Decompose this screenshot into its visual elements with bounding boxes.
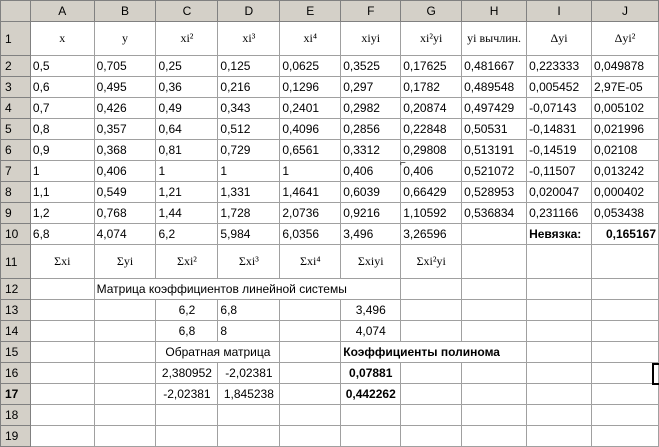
cell-h16[interactable] — [462, 363, 527, 384]
column-header-row — [1, 1, 659, 22]
cell-j18[interactable] — [592, 405, 659, 426]
cell-j6[interactable]: 0,02108 — [592, 140, 659, 161]
cell-g2[interactable]: 0,17625 — [401, 56, 462, 77]
table-row — [1, 363, 659, 384]
cell-j2[interactable]: 0,049878 — [592, 56, 659, 77]
cell-b3[interactable]: 0,495 — [94, 77, 156, 98]
cell-j16[interactable] — [592, 363, 659, 384]
cell-g13[interactable] — [401, 300, 462, 321]
cell-j4[interactable]: 0,005102 — [592, 98, 659, 119]
cell-a2[interactable]: 0,5 — [30, 56, 94, 77]
cell-h5[interactable]: 0,50531 — [462, 119, 527, 140]
cell-c7[interactable]: 1 — [156, 161, 218, 182]
cell-f3[interactable]: 0,297 — [341, 77, 401, 98]
cell-h3[interactable]: 0,489548 — [462, 77, 527, 98]
cell-c18[interactable] — [156, 405, 218, 426]
cell-i18[interactable] — [527, 405, 592, 426]
cell-a4[interactable]: 0,7 — [30, 98, 94, 119]
row-header-3[interactable]: 3 — [1, 77, 31, 98]
cell-b6[interactable]: 0,368 — [94, 140, 156, 161]
cell-g8[interactable]: 0,66429 — [401, 182, 462, 203]
row-header-5[interactable]: 5 — [1, 119, 31, 140]
cell-d7[interactable]: 1 — [218, 161, 280, 182]
cell-j13[interactable] — [592, 300, 659, 321]
cell-c4[interactable]: 0,49 — [156, 98, 218, 119]
cell-j10[interactable]: 0,165167 — [592, 224, 659, 245]
cell-i16[interactable] — [527, 363, 592, 384]
cell-i6[interactable]: -0,14519 — [527, 140, 592, 161]
column-header-b[interactable]: B — [94, 1, 156, 22]
cell-b11[interactable]: Σyi — [94, 245, 156, 279]
cell-e16[interactable] — [280, 363, 341, 384]
cell-e7[interactable]: 1 — [280, 161, 341, 182]
mouse-cursor-icon: ⌐ — [400, 158, 406, 169]
cell-e17[interactable] — [280, 384, 341, 405]
cell-a14[interactable] — [30, 321, 94, 342]
cell-g9[interactable]: 1,10592 — [401, 203, 462, 224]
cell-f15[interactable]: Коэффициенты полинома — [341, 342, 527, 363]
column-header-e[interactable]: E — [280, 1, 341, 22]
cell-j17[interactable] — [592, 384, 659, 405]
cell-b12[interactable]: Матрица коэффициентов линейной системы — [94, 279, 401, 300]
cell-e14[interactable] — [280, 321, 341, 342]
cell-g10[interactable]: 3,26596 — [401, 224, 462, 245]
cell-f5[interactable]: 0,2856 — [341, 119, 401, 140]
row-header-18[interactable]: 18 — [1, 405, 31, 426]
cell-d5[interactable]: 0,512 — [218, 119, 280, 140]
cell-h8[interactable]: 0,528953 — [462, 182, 527, 203]
cell-a15[interactable] — [30, 342, 94, 363]
cell-b4[interactable]: 0,426 — [94, 98, 156, 119]
cell-g1[interactable]: xi²yi — [401, 22, 462, 56]
cell-a13[interactable] — [30, 300, 94, 321]
column-header-i[interactable]: I — [527, 1, 592, 22]
cell-h14[interactable] — [462, 321, 527, 342]
cell-g14[interactable] — [401, 321, 462, 342]
selection-fill-handle[interactable] — [652, 363, 659, 385]
cell-c8[interactable]: 1,21 — [156, 182, 218, 203]
cell-b8[interactable]: 0,549 — [94, 182, 156, 203]
cell-c17[interactable]: -2,02381 — [156, 384, 218, 405]
cell-a19[interactable] — [30, 426, 94, 447]
cell-j1[interactable]: Δyi² — [592, 22, 659, 56]
row-header-4[interactable]: 4 — [1, 98, 31, 119]
column-header-d[interactable]: D — [218, 1, 280, 22]
cell-b14[interactable] — [94, 321, 156, 342]
cell-a11[interactable]: Σxi — [30, 245, 94, 279]
cell-c10[interactable]: 6,2 — [156, 224, 218, 245]
cell-g17[interactable] — [401, 384, 462, 405]
cell-j19[interactable] — [592, 426, 659, 447]
cell-d17[interactable]: 1,845238 — [218, 384, 280, 405]
table-row — [1, 300, 659, 321]
cell-f18[interactable] — [341, 405, 401, 426]
cell-d6[interactable]: 0,729 — [218, 140, 280, 161]
row-header-13[interactable]: 13 — [1, 300, 31, 321]
cell-e9[interactable]: 2,0736 — [280, 203, 341, 224]
cell-f6[interactable]: 0,3312 — [341, 140, 401, 161]
cell-g6[interactable]: 0,29808 — [401, 140, 462, 161]
cell-j12[interactable] — [592, 279, 659, 300]
cell-c5[interactable]: 0,64 — [156, 119, 218, 140]
cell-j14[interactable] — [592, 321, 659, 342]
cell-a5[interactable]: 0,8 — [30, 119, 94, 140]
cell-d19[interactable] — [218, 426, 280, 447]
table-row — [1, 245, 659, 279]
cell-e11[interactable]: Σxi⁴ — [280, 245, 341, 279]
column-header-h[interactable]: H — [462, 1, 527, 22]
cell-c16[interactable]: 2,380952 — [156, 363, 218, 384]
cell-j11[interactable] — [592, 245, 659, 279]
cell-a12[interactable] — [30, 279, 94, 300]
cell-a3[interactable]: 0,6 — [30, 77, 94, 98]
cell-j15[interactable] — [592, 342, 659, 363]
cell-b19[interactable] — [94, 426, 156, 447]
cell-b7[interactable]: 0,406 — [94, 161, 156, 182]
cell-f8[interactable]: 0,6039 — [341, 182, 401, 203]
cell-e8[interactable]: 1,4641 — [280, 182, 341, 203]
cell-d14[interactable]: 8 — [218, 321, 280, 342]
cell-d8[interactable]: 1,331 — [218, 182, 280, 203]
cell-f19[interactable] — [341, 426, 401, 447]
cell-b17[interactable] — [94, 384, 156, 405]
cell-f11[interactable]: Σxiyi — [341, 245, 401, 279]
row-header-11[interactable]: 11 — [1, 245, 31, 279]
cell-g11[interactable]: Σxi²yi — [401, 245, 462, 279]
cell-d18[interactable] — [218, 405, 280, 426]
column-header-j[interactable]: J — [592, 1, 659, 22]
row-header-1[interactable]: 1 — [1, 22, 31, 56]
cell-i4[interactable]: -0,07143 — [527, 98, 592, 119]
cell-g4[interactable]: 0,20874 — [401, 98, 462, 119]
cell-a8[interactable]: 1,1 — [30, 182, 94, 203]
cell-i9[interactable]: 0,231166 — [527, 203, 592, 224]
cell-i14[interactable] — [527, 321, 592, 342]
table-row — [1, 405, 659, 426]
cell-d4[interactable]: 0,343 — [218, 98, 280, 119]
table-row — [1, 22, 659, 56]
cell-i19[interactable] — [527, 426, 592, 447]
row-header-8[interactable]: 8 — [1, 182, 31, 203]
table-row — [1, 342, 659, 363]
cell-h7[interactable]: 0,521072 — [462, 161, 527, 182]
row-header-10[interactable]: 10 — [1, 224, 31, 245]
cell-a1[interactable]: x — [30, 22, 94, 56]
cell-i10[interactable]: Невязка: — [527, 224, 592, 245]
cell-h11[interactable] — [462, 245, 527, 279]
row-header-15[interactable]: 15 — [1, 342, 31, 363]
cell-f7[interactable]: 0,406 — [341, 161, 401, 182]
cell-f2[interactable]: 0,3525 — [341, 56, 401, 77]
column-header-c[interactable]: C — [156, 1, 218, 22]
cell-j8[interactable]: 0,000402 — [592, 182, 659, 203]
cell-c11[interactable]: Σxi² — [156, 245, 218, 279]
cell-h19[interactable] — [462, 426, 527, 447]
cell-c14[interactable]: 6,8 — [156, 321, 218, 342]
row-header-16[interactable]: 16 — [1, 363, 31, 384]
cell-c2[interactable]: 0,25 — [156, 56, 218, 77]
cell-f13[interactable]: 3,496 — [341, 300, 401, 321]
table-row — [1, 321, 659, 342]
cell-g18[interactable] — [401, 405, 462, 426]
cell-e5[interactable]: 0,4096 — [280, 119, 341, 140]
cell-i15[interactable] — [527, 342, 592, 363]
cell-d1[interactable]: xi³ — [218, 22, 280, 56]
cell-c15[interactable]: Обратная матрица — [156, 342, 280, 363]
table-row — [1, 98, 659, 119]
cell-g12[interactable] — [401, 279, 462, 300]
cell-i12[interactable] — [527, 279, 592, 300]
cell-h10[interactable] — [462, 224, 527, 245]
table-row — [1, 77, 659, 98]
cell-d16[interactable]: -2,02381 — [218, 363, 280, 384]
cell-a17[interactable] — [30, 384, 94, 405]
cell-f10[interactable]: 3,496 — [341, 224, 401, 245]
cell-a7[interactable]: 1 — [30, 161, 94, 182]
cell-i11[interactable] — [527, 245, 592, 279]
cell-e15[interactable] — [280, 342, 341, 363]
cell-f4[interactable]: 0,2982 — [341, 98, 401, 119]
cell-c6[interactable]: 0,81 — [156, 140, 218, 161]
table-row — [1, 161, 659, 182]
cell-g3[interactable]: 0,1782 — [401, 77, 462, 98]
cell-b15[interactable] — [94, 342, 156, 363]
cell-f16[interactable]: 0,07881 — [341, 363, 401, 384]
cell-i17[interactable] — [527, 384, 592, 405]
select-all-corner[interactable] — [1, 1, 31, 22]
cell-h12[interactable] — [462, 279, 527, 300]
cell-b5[interactable]: 0,357 — [94, 119, 156, 140]
cell-h6[interactable]: 0,513191 — [462, 140, 527, 161]
table-row — [1, 56, 659, 77]
cell-e6[interactable]: 0,6561 — [280, 140, 341, 161]
cell-i1[interactable]: Δyi — [527, 22, 592, 56]
cell-f9[interactable]: 0,9216 — [341, 203, 401, 224]
cell-c13[interactable]: 6,2 — [156, 300, 218, 321]
row-header-19[interactable]: 19 — [1, 426, 31, 447]
cell-e3[interactable]: 0,1296 — [280, 77, 341, 98]
cell-h2[interactable]: 0,481667 — [462, 56, 527, 77]
cell-j3[interactable]: 2,97E-05 — [592, 77, 659, 98]
cell-d10[interactable]: 5,984 — [218, 224, 280, 245]
cell-i7[interactable]: -0,11507 — [527, 161, 592, 182]
cell-d2[interactable]: 0,125 — [218, 56, 280, 77]
cell-e2[interactable]: 0,0625 — [280, 56, 341, 77]
row-header-17[interactable]: 17 — [1, 384, 31, 405]
cell-a6[interactable]: 0,9 — [30, 140, 94, 161]
cell-e4[interactable]: 0,2401 — [280, 98, 341, 119]
row-header-9[interactable]: 9 — [1, 203, 31, 224]
cell-c1[interactable]: xi² — [156, 22, 218, 56]
cell-i2[interactable]: 0,223333 — [527, 56, 592, 77]
cell-g7[interactable]: 0,406 — [401, 161, 462, 182]
cell-b18[interactable] — [94, 405, 156, 426]
cell-d3[interactable]: 0,216 — [218, 77, 280, 98]
cell-g5[interactable]: 0,22848 — [401, 119, 462, 140]
cell-b1[interactable]: y — [94, 22, 156, 56]
table-row — [1, 384, 659, 405]
column-header-f[interactable]: F — [341, 1, 401, 22]
cell-b9[interactable]: 0,768 — [94, 203, 156, 224]
row-header-12[interactable]: 12 — [1, 279, 31, 300]
cell-f14[interactable]: 4,074 — [341, 321, 401, 342]
cell-j5[interactable]: 0,021996 — [592, 119, 659, 140]
table-row — [1, 119, 659, 140]
cell-a18[interactable] — [30, 405, 94, 426]
row-header-14[interactable]: 14 — [1, 321, 31, 342]
cell-a16[interactable] — [30, 363, 94, 384]
cell-e13[interactable] — [280, 300, 341, 321]
cell-e19[interactable] — [280, 426, 341, 447]
cell-b2[interactable]: 0,705 — [94, 56, 156, 77]
cell-i8[interactable]: 0,020047 — [527, 182, 592, 203]
cell-e1[interactable]: xi⁴ — [280, 22, 341, 56]
cell-g16[interactable] — [401, 363, 462, 384]
column-header-g[interactable]: G — [401, 1, 462, 22]
row-header-7[interactable]: 7 — [1, 161, 31, 182]
cell-i13[interactable] — [527, 300, 592, 321]
cell-e10[interactable]: 6,0356 — [280, 224, 341, 245]
cell-a10[interactable]: 6,8 — [30, 224, 94, 245]
cell-f1[interactable]: xiyi — [341, 22, 401, 56]
cell-h4[interactable]: 0,497429 — [462, 98, 527, 119]
cell-b16[interactable] — [94, 363, 156, 384]
column-header-a[interactable]: A — [30, 1, 94, 22]
table-row — [1, 279, 659, 300]
cell-c9[interactable]: 1,44 — [156, 203, 218, 224]
cell-f17[interactable]: 0,442262 — [341, 384, 401, 405]
table-row — [1, 140, 659, 161]
cell-e18[interactable] — [280, 405, 341, 426]
row-header-6[interactable]: 6 — [1, 140, 31, 161]
cell-a9[interactable]: 1,2 — [30, 203, 94, 224]
row-header-2[interactable]: 2 — [1, 56, 31, 77]
cell-j9[interactable]: 0,053438 — [592, 203, 659, 224]
cell-d9[interactable]: 1,728 — [218, 203, 280, 224]
cell-i3[interactable]: 0,005452 — [527, 77, 592, 98]
cell-h13[interactable] — [462, 300, 527, 321]
cell-d13[interactable]: 6,8 — [218, 300, 280, 321]
cell-j7[interactable]: 0,013242 — [592, 161, 659, 182]
cell-h1[interactable]: yi вычлин. — [462, 22, 527, 56]
table-row — [1, 426, 659, 447]
cell-c3[interactable]: 0,36 — [156, 77, 218, 98]
table-row — [1, 224, 659, 245]
table-row — [1, 182, 659, 203]
cell-h9[interactable]: 0,536834 — [462, 203, 527, 224]
cell-d11[interactable]: Σxi³ — [218, 245, 280, 279]
cell-b10[interactable]: 4,074 — [94, 224, 156, 245]
cell-h17[interactable] — [462, 384, 527, 405]
cell-h18[interactable] — [462, 405, 527, 426]
cell-g19[interactable] — [401, 426, 462, 447]
table-row — [1, 203, 659, 224]
cell-b13[interactable] — [94, 300, 156, 321]
cell-c19[interactable] — [156, 426, 218, 447]
cell-i5[interactable]: -0,14831 — [527, 119, 592, 140]
